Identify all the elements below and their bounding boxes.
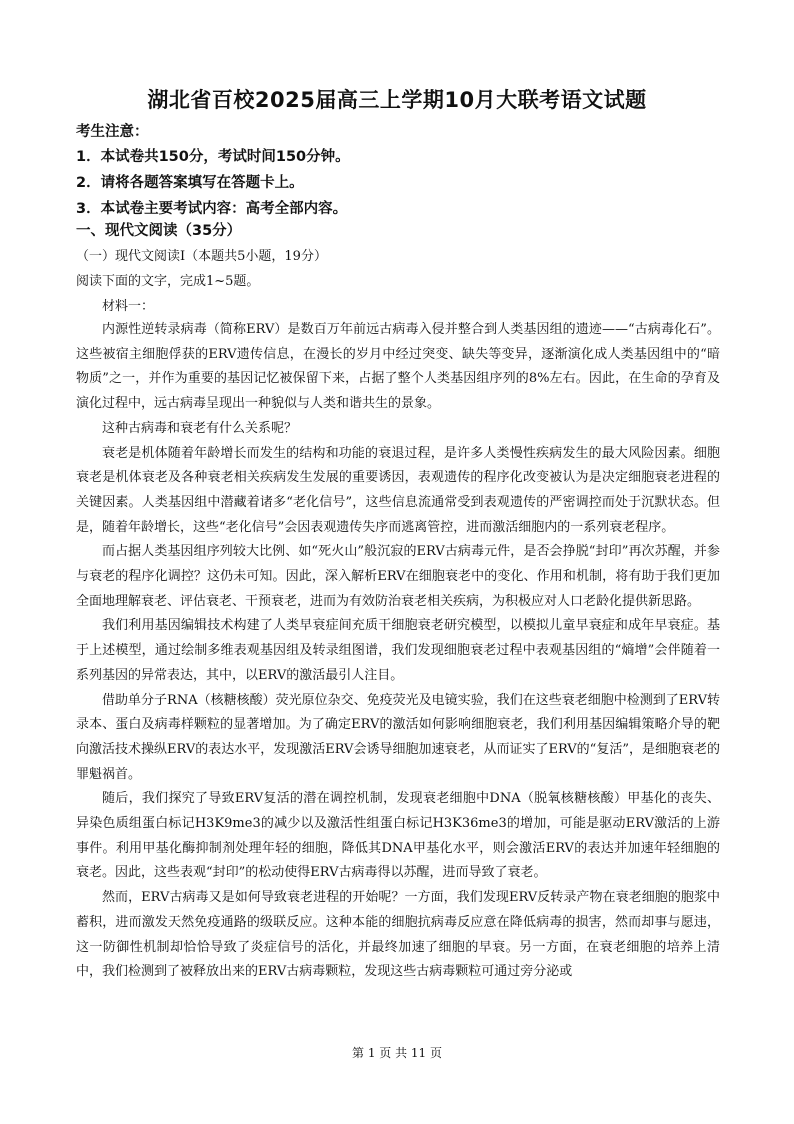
notice-item: 1．本试卷共150分，考试时间150分钟。: [76, 149, 350, 165]
section-subheading: （一）现代文阅读Ⅰ（本题共5小题，19分）: [76, 249, 327, 264]
paragraph: 然而，ERV古病毒又是如何导致衰老进程的开始呢？一方面，我们发现ERV反转录产物在衰老细胞的胞浆中蓄积，进而激发天然免疫通路的级联反应。这种本能的细胞抗病毒反应意在降低病毒的损害，然而却事与愿违，这一防御性机制却恰恰导致了炎症信号的活化，并最终加速了细胞的早衰。另一方面，在衰老细胞的培养上清中，我们检测到了被释放出来的ERV古病毒颗粒，发现这些古病毒颗粒可通过旁分泌或: [76, 890, 720, 980]
reading-instruction: 阅读下面的文字，完成1~5题。: [76, 274, 260, 289]
notice-list: [76, 144, 726, 222]
notice-heading: 考生注意：: [76, 124, 149, 140]
paragraph: 内源性逆转录病毒（简称ERV）是数百万年前远古病毒入侵并整合到人类基因组的遗迹——“古病毒化石”。这些被宿主细胞俘获的ERV遗传信息，在漫长的岁月中经过突变、缺失等变异，逐渐演化成人类基因组中的“暗物质”之一，并作为重要的基因记忆被保留下来，占据了整个人类基因组序列的8%左右。因此，在生命的孕育及演化过程中，远古病毒呈现出一种貌似与人类和谐共生的景象。: [76, 322, 720, 412]
paragraph: 而占据人类基因组序列较大比例、如“死火山”般沉寂的ERV古病毒元件，是否会挣脱“封印”再次苏醒，并参与衰老的程序化调控？这仍未可知。因此，深入解析ERV在细胞衰老中的变化、作用和机制，将有助于我们更加全面地理解衰老、评估衰老、干预衰老，进而为有效防治衰老相关疾病，为积极应对人口老龄化提供新思路。: [76, 544, 720, 609]
paragraph: 衰老是机体随着年龄增长而发生的结构和功能的衰退过程，是许多人类慢性疾病发生的最大风险因素。细胞衰老是机体衰老及各种衰老相关疾病发生发展的重要诱因，表观遗传的程序化改变被认为是决定细胞衰老进程的关键因素。人类基因组中潜藏着诸多“老化信号”，这些信息流通常受到表观遗传的严密调控而处于沉默状态。但是，随着年龄增长，这些“老化信号”会因表观遗传失序而逃离管控，进而激活细胞内的一系列衰老程序。: [76, 445, 720, 535]
paragraph: 借助单分子RNA（核糖核酸）荧光原位杂交、免疫荧光及电镜实验，我们在这些衰老细胞中检测到了ERV转录本、蛋白及病毒样颗粒的显著增加。为了确定ERV的激活如何影响细胞衰老，我们利用基因编辑策略介导的靶向激活技术操纵ERV的表达水平，发现激活ERV会诱导细胞加速衰老，从而证实了ERV的“复活”，是细胞衰老的罪魁祸首。: [76, 692, 720, 782]
paragraph: 我们利用基因编辑技术构建了人类早衰症间充质干细胞衰老研究模型，以模拟儿童早衰症和成年早衰症。基于上述模型，通过绘制多维表观基因组及转录组图谱，我们发现细胞衰老过程中表观基因组的“熵增”会伴随着一系列基因的异常表达，其中，以ERV的激活最引人注目。: [76, 618, 720, 683]
paragraph: 这种古病毒和衰老有什么关系呢？: [102, 420, 298, 436]
section-heading: 一、现代文阅读（35分）: [76, 223, 242, 239]
passage-body: [76, 318, 720, 985]
page-footer: 第 1 页 共 11 页: [352, 1046, 442, 1060]
notice-item: 3．本试卷主要考试内容：高考全部内容。: [76, 201, 348, 217]
material-label: 材料一：: [102, 299, 155, 314]
paragraph: 随后，我们探究了导致ERV复活的潜在调控机制，发现衰老细胞中DNA（脱氧核糖核酸）甲基化的丧失、异染色质组蛋白标记H3K9me3的减少以及激活性组蛋白标记H3K36me3的增加，可能是驱动ERV激活的上游事件。利用甲基化酶抑制剂处理年轻的细胞，降低其DNA甲基化水平，则会激活ERV的表达并加速年轻细胞的衰老。因此，这些表观“封印”的松动使得ERV古病毒得以苏醒，进而导致了衰老。: [76, 791, 720, 881]
notice-item: 2．请将各题答案填写在答题卡上。: [76, 175, 304, 191]
document-title: 湖北省百校2025届高三上学期10月大联考语文试题: [147, 88, 647, 112]
